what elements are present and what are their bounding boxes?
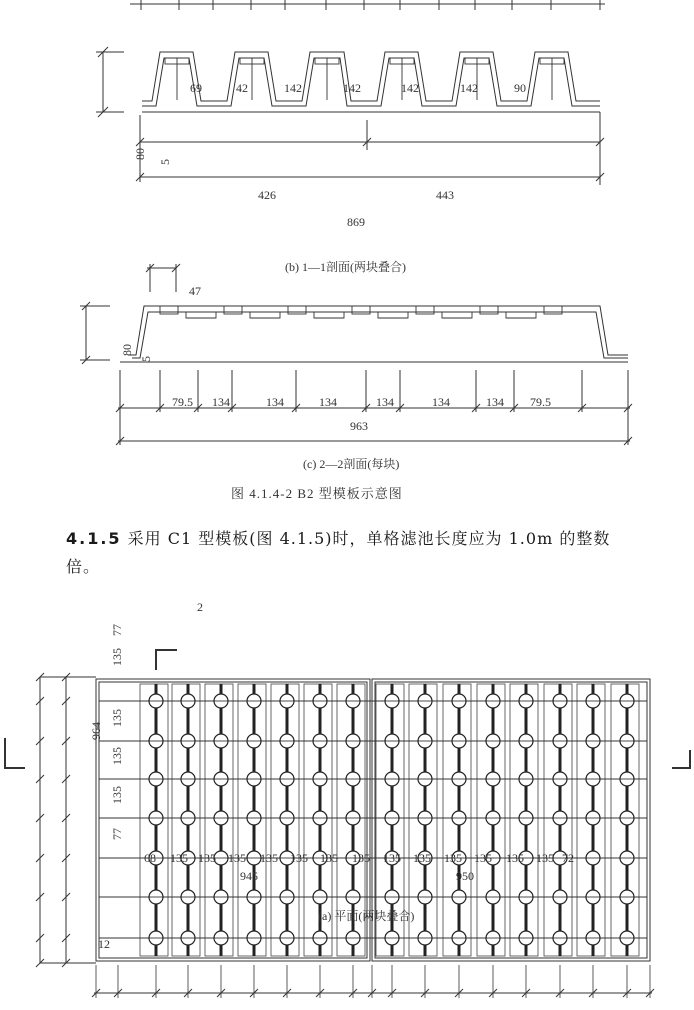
dim-label: 135 bbox=[228, 851, 246, 865]
dim-label: 135 bbox=[198, 851, 216, 865]
dim-label: 69 bbox=[190, 81, 202, 95]
section-c-thickness-label: 5 bbox=[139, 356, 153, 362]
dim-label: 72 bbox=[562, 851, 574, 865]
dim-label: 79.5 bbox=[530, 395, 551, 409]
plan-total-right: 950 bbox=[456, 869, 474, 883]
plan-caption: (a) 平面(两块叠合) bbox=[318, 909, 415, 923]
dim-label: 135 bbox=[320, 851, 338, 865]
dim-label: 134 bbox=[432, 395, 450, 409]
section-b-total: 869 bbox=[347, 215, 365, 229]
section-b-height-label: 80 bbox=[133, 148, 147, 160]
dim-label: 134 bbox=[319, 395, 337, 409]
section-c-drawing bbox=[80, 264, 632, 445]
plan-total-left: 945 bbox=[240, 869, 258, 883]
dim-label: 135 bbox=[110, 709, 124, 727]
section-c-height-label: 80 bbox=[120, 344, 134, 356]
plan-left-total: 964 bbox=[89, 722, 103, 740]
section-b-caption: (b) 1—1剖面(两块叠合) bbox=[285, 260, 406, 274]
dim-label: 135 bbox=[110, 786, 124, 804]
plan-grid bbox=[36, 673, 654, 998]
dim-label: 135 bbox=[110, 648, 124, 666]
plan-top-label: 2 bbox=[197, 600, 203, 614]
plan-small-dim: 12 bbox=[98, 937, 110, 951]
dim-label: 135 bbox=[474, 851, 492, 865]
dim-label: 77 bbox=[110, 624, 124, 636]
dim-label: 142 bbox=[460, 81, 478, 95]
plan-left-dims bbox=[89, 624, 124, 840]
figure-title: 图 4.1.4-2 B2 型模板示意图 bbox=[231, 486, 403, 501]
dim-label: 142 bbox=[343, 81, 361, 95]
dim-label: 134 bbox=[266, 395, 284, 409]
dim-label: 135 bbox=[444, 851, 462, 865]
section-b-dim-left: 426 bbox=[258, 188, 276, 202]
dim-label: 79.5 bbox=[172, 395, 193, 409]
dim-label: 135 bbox=[290, 851, 308, 865]
section-b-thickness-label: 5 bbox=[158, 159, 172, 165]
dim-label: 90 bbox=[514, 81, 526, 95]
dim-label: 42 bbox=[236, 81, 248, 95]
dim-label: 135 bbox=[383, 851, 401, 865]
paragraph-number: 4.1.5 bbox=[66, 529, 122, 548]
paragraph-4-1-5 bbox=[66, 525, 626, 581]
dim-label: 142 bbox=[284, 81, 302, 95]
plan-row-dims bbox=[98, 851, 574, 951]
dim-label: 135 bbox=[110, 747, 124, 765]
dim-label: 135 bbox=[506, 851, 524, 865]
dim-label: 135 bbox=[352, 851, 370, 865]
section-b-dim-right: 443 bbox=[436, 188, 454, 202]
dim-label: 68 bbox=[144, 851, 156, 865]
dim-label: 135 bbox=[170, 851, 188, 865]
dim-label: 135 bbox=[536, 851, 554, 865]
dim-label: 134 bbox=[376, 395, 394, 409]
section-c-caption: (c) 2—2剖面(每块) bbox=[303, 457, 400, 471]
dim-label: 142 bbox=[401, 81, 419, 95]
section-c-top-dim: 47 bbox=[189, 284, 201, 298]
dim-label: 135 bbox=[413, 851, 431, 865]
dim-label: 77 bbox=[110, 828, 124, 840]
dim-label: 135 bbox=[260, 851, 278, 865]
section-b-pitch-labels bbox=[190, 81, 526, 95]
dim-label: 134 bbox=[486, 395, 504, 409]
dim-label: 134 bbox=[212, 395, 230, 409]
paragraph-text: 采用 C1 型模板(图 4.1.5)时，单格滤池长度应为 1.0m 的整数倍。 bbox=[66, 529, 611, 576]
section-c-total: 963 bbox=[350, 419, 368, 433]
section-c-dim-labels bbox=[172, 395, 551, 409]
